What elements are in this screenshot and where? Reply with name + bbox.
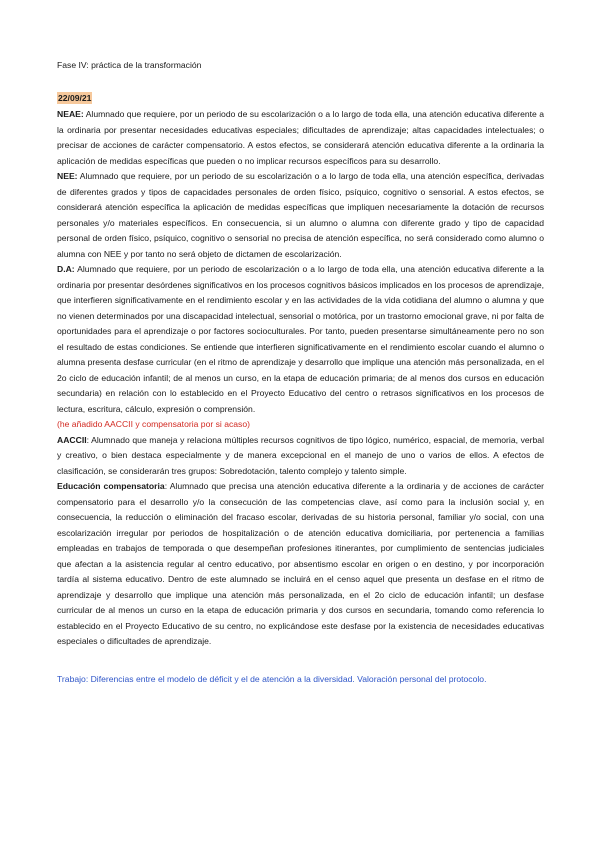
red-note: (he añadido AACCII y compensatoria por si acaso) <box>57 419 250 429</box>
term-compensatoria: Educación compensatoria <box>57 481 165 491</box>
definition-aaccii <box>57 433 544 480</box>
definition-da <box>57 262 544 417</box>
definition-nee <box>57 169 544 262</box>
definition-neae-text: Alumnado que requiere, por un periodo de su escolarización o a lo largo de toda ella, una atención educativa diferente a la ordinaria por presentar necesidades educativas especiales; dificultades de aprendizaje; altas capacidades intelectuales; o precisar de acciones de carácter compensatorio. A estos efectos, se considerará atención educativa diferente a la ordinaria la aplicación de medidas específicas que pueden o no implicar recursos específicos para su desarrollo. <box>57 109 544 166</box>
definition-aaccii-text: : Alumnado que maneja y relaciona múltiples recursos cognitivos de tipo lógico, numérico, espacial, de memoria, verbal y creativo, o bien destaca especialmente y de manera excepcional en el manejo de uno o varios de ellos. A efectos de clasificación, se considerarán tres grupos: Sobredotación, talento complejo y talento simple. <box>57 434 544 476</box>
term-da: D.A: <box>57 264 75 274</box>
term-neae: NEAE: <box>57 109 84 119</box>
term-nee: NEE: <box>57 171 78 181</box>
definition-nee-text: Alumnado que requiere, por un periodo de su escolarización o a lo largo de toda ella, una atención específica, derivadas de diferentes grados y tipos de capacidades personales de orden físico, psíquico, cognitivo o sensorial. A estos efectos, se considerará atención específica la aplicación de medidas específicas que impliquen necesariamente la dotación de recursos personales y/o materiales específicos. En consecuencia, si un alumno o alumna con diferente grado y tipo de capacidad personal de orden físico, psíquico, cognitivo o sensorial no precisa de atención específica, no será considerado como alumno o alumna con NEE y por tanto no será objeto de dictamen de escolarización. <box>57 171 544 259</box>
definition-neae <box>57 107 544 169</box>
definition-compensatoria-text: : Alumnado que precisa una atención educativa diferente a la ordinaria y de acciones de carácter compensatorio para el desarrollo y/o la consecución de las competencias clave, así como para la inclusión social y, en consecuencia, la reducción o eliminación del fracaso escolar, derivadas de su historia personal, familiar y/o social, con una escolarización irregular por periodos de hospitalización o de atención educativa domiciliaria, por pertenencia a familias empleadas en trabajos de temporada o que desempeñan profesiones itinerantes, por cumplimiento de sentencias judiciales que afectan a la asistencia regular al centro educativo, por absentismo escolar en origen o en destino, y por incorporación tardía al sistema educativo. Dentro de este alumnado se incluirá en el censo aquel que presenta un desfase en el ritmo de aprendizaje y desarrollo que implique una atención más personalizada, en el 2o ciclo de educación infantil; un desfase curricular de al menos un curso en la etapa de educación primaria y dos cursos en secundaria, tomando como referencia lo establecido en el Proyecto Educativo de su centro, no explicándose este desfase por la existencia de necesidades educativas especiales o dificultades de aprendizaje. <box>57 481 544 646</box>
term-aaccii: AACCII <box>57 434 87 445</box>
phase-title: Fase IV: práctica de la transformación <box>57 60 202 70</box>
definition-compensatoria <box>57 479 544 650</box>
definition-da-text: Alumnado que requiere, por un periodo de escolarización o a lo largo de toda ella, una atención educativa diferente a la ordinaria por presentar desórdenes significativos en los procesos cognitivos básicos implicados en los procesos de aprendizaje, que interfieren significativamente en el rendimiento escolar y en las actividades de la vida cotidiana del alumno o alumna y que no vienen determinados por una discapacidad intelectual, sensorial o motórica, por un trastorno emocional grave, ni por falta de oportunidades para el aprendizaje o por factores socioculturales. Por tanto, pueden presentarse simultáneamente pero no son el resultado de estas condiciones. Se entiende que interfieren significativamente en el rendimiento escolar cuando el alumno o alumna presenta desfase curricular (en el ritmo de aprendizaje y desarrollo que implique una atención más personalizada, en el 2o ciclo de educación infantil; de al menos un curso, en la etapa de educación primaria; de al menos dos cursos en educación secundaria) en relación con lo establecido en el Proyecto Educativo del centro o retrasos significativos en los procesos de lectura, escritura, cálculo, expresión o comprensión. <box>57 264 544 414</box>
date-highlight: 22/09/21 <box>58 93 92 103</box>
task-note: Trabajo: Diferencias entre el modelo de déficit y el de atención a la diversidad. Valoración personal del protocolo. <box>57 673 487 684</box>
